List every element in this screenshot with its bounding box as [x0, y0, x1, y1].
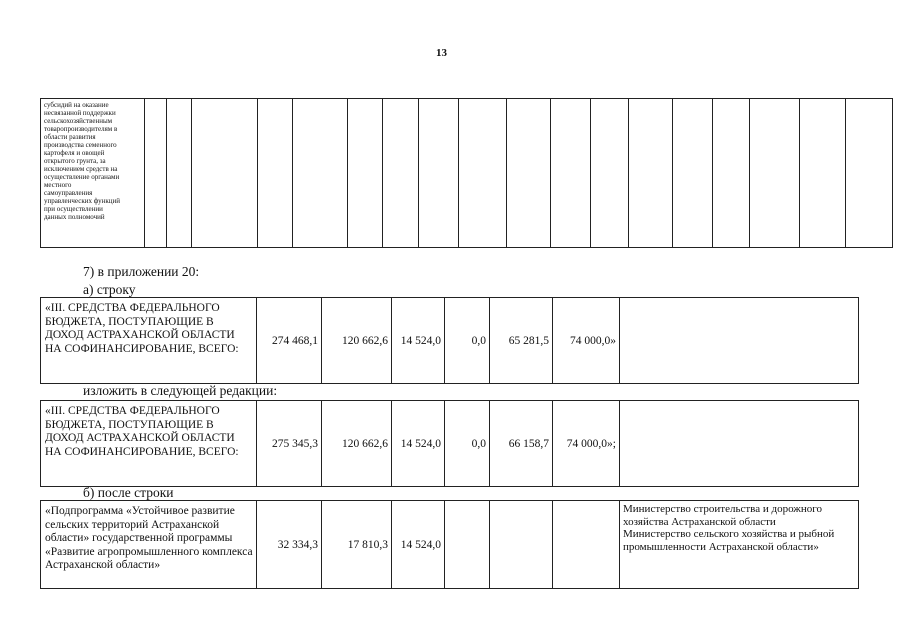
- value-cell: 14 524,0: [392, 401, 445, 487]
- empty-cell: [591, 99, 629, 248]
- value-cell: 0,0: [445, 298, 490, 384]
- value-cell: 14 524,0: [392, 298, 445, 384]
- empty-cell: [620, 298, 859, 384]
- empty-cell: [192, 99, 258, 248]
- empty-cell: [258, 99, 293, 248]
- value-cell: [490, 501, 553, 589]
- empty-cell: [620, 401, 859, 487]
- empty-cell: [507, 99, 551, 248]
- continuation-text-cell: [41, 99, 145, 248]
- page-number: 13: [436, 47, 447, 59]
- value-cell: 120 662,6: [322, 298, 392, 384]
- empty-cell: [293, 99, 348, 248]
- empty-cell: [713, 99, 750, 248]
- row-title: «Подпрограмма «Устойчивое развитие сельских территорий Астраханской области» государственной программы «Развитие агропромышленного комплекса Астраханской области»: [41, 501, 257, 589]
- value-cell: [445, 501, 490, 589]
- value-cell: 0,0: [445, 401, 490, 487]
- empty-cell: [551, 99, 591, 248]
- empty-cell: [629, 99, 673, 248]
- empty-cell: [750, 99, 800, 248]
- label-b: б) после строки: [83, 485, 174, 500]
- empty-cell: [167, 99, 192, 248]
- new-row-table: [40, 400, 859, 487]
- ministry-agriculture: Министерство сельского хозяйства и рыбной промышленности Астраханской области»: [623, 528, 835, 553]
- row-title: «III. СРЕДСТВА ФЕДЕРАЛЬНОГО БЮДЖЕТА, ПОСТУПАЮЩИЕ В ДОХОД АСТРАХАНСКОЙ ОБЛАСТИ НА СОФИНАНСИРОВАНИЕ, ВСЕГО:: [41, 298, 257, 384]
- value-cell: 66 158,7: [490, 401, 553, 487]
- empty-cell: [459, 99, 507, 248]
- after-row-table: [40, 500, 859, 589]
- value-cell: 17 810,3: [322, 501, 392, 589]
- value-cell: 274 468,1: [257, 298, 322, 384]
- value-cell: 14 524,0: [392, 501, 445, 589]
- label-a: а) строку: [83, 282, 136, 297]
- empty-cell: [419, 99, 459, 248]
- empty-cell: [800, 99, 846, 248]
- value-cell: [553, 501, 620, 589]
- empty-cell: [846, 99, 893, 248]
- value-cell: 65 281,5: [490, 298, 553, 384]
- value-cell: 74 000,0»: [553, 298, 620, 384]
- old-row-table: [40, 297, 859, 384]
- empty-cell: [383, 99, 419, 248]
- empty-cell: [348, 99, 383, 248]
- value-cell: 74 000,0»;: [553, 401, 620, 487]
- empty-cell: [145, 99, 167, 248]
- replace-label: изложить в следующей редакции:: [83, 383, 278, 398]
- continuation-text: субсидий на оказание несвязанной поддержки сельскохозяйственным товаропроизводителям в области развития производства семенного картофеля и овощей открытого грунта, за исключением средств на осуществление органами местного самоуправления управленческих функций при осуществлении данных полномочий: [44, 101, 120, 221]
- appendix-label: 7) в приложении 20:: [83, 264, 200, 279]
- value-cell: 275 345,3: [257, 401, 322, 487]
- ministry-construction: Министерство строительства и дорожного хозяйства Астраханской области: [623, 503, 823, 528]
- value-cell: 32 334,3: [257, 501, 322, 589]
- empty-cell: [673, 99, 713, 248]
- value-cell: 120 662,6: [322, 401, 392, 487]
- ministry-cell: [620, 501, 859, 589]
- row-title: «III. СРЕДСТВА ФЕДЕРАЛЬНОГО БЮДЖЕТА, ПОСТУПАЮЩИЕ В ДОХОД АСТРАХАНСКОЙ ОБЛАСТИ НА СОФИНАНСИРОВАНИЕ, ВСЕГО:: [41, 401, 257, 487]
- continuation-table: [40, 98, 893, 248]
